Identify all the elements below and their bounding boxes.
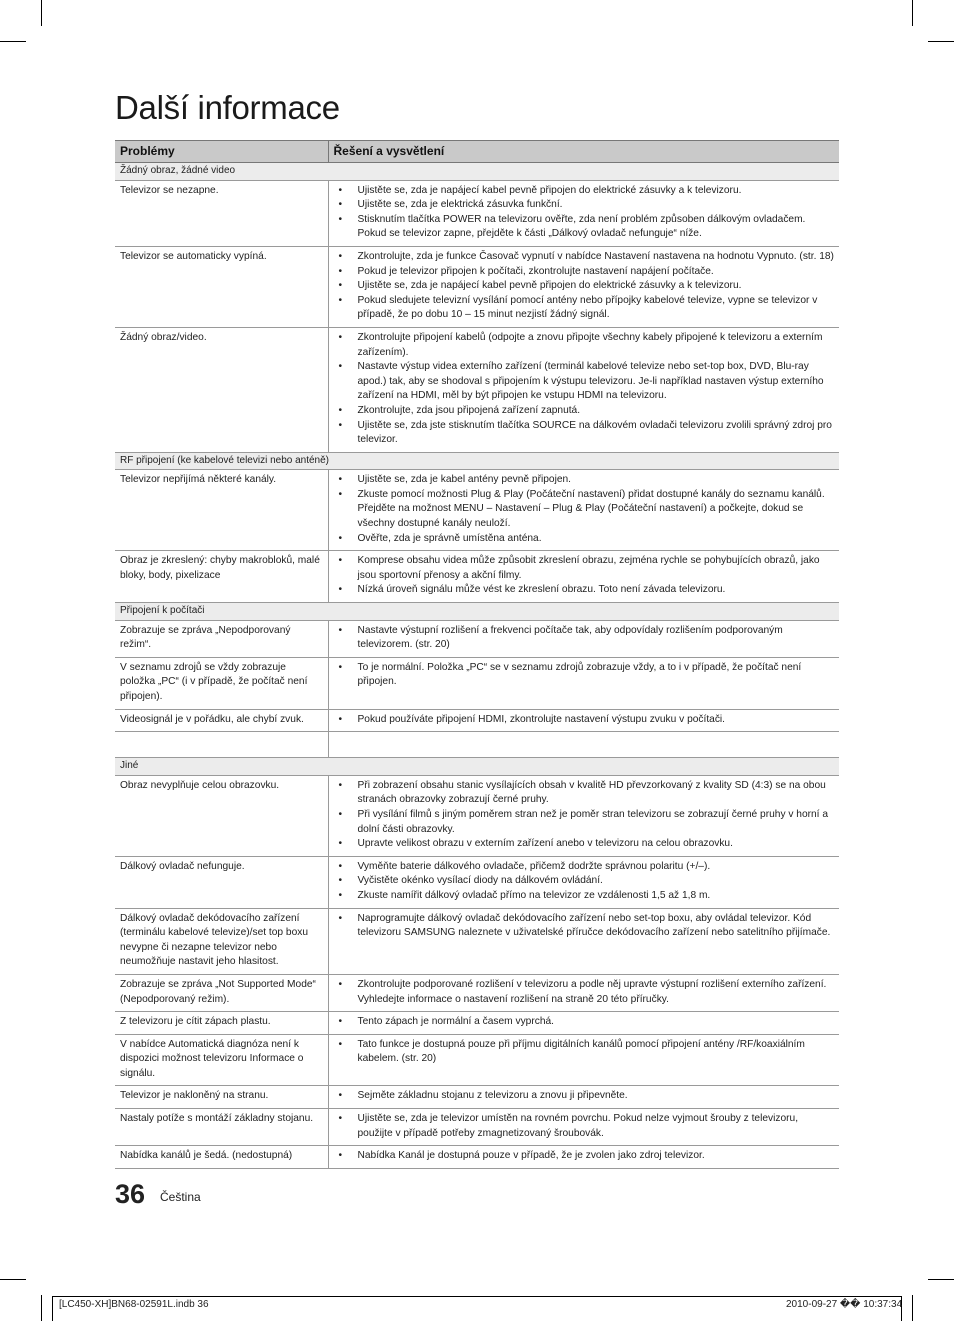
table-row xyxy=(115,974,839,1011)
solution-item: • Ujistěte se, zda jste stisknutím tlačítka SOURCE na dálkovém ovladači televizoru zvolili správný zdroj pro televizor. xyxy=(334,419,835,448)
solution-item: • Zkuste namířit dálkový ovladač přímo na televizor ze vzdálenosti 1,5 až 1,8 m. xyxy=(334,889,835,904)
problem-cell: Z televizoru je cítit zápach plastu. xyxy=(115,1012,328,1035)
solution-item: • Sejměte základnu stojanu z televizoru a znovu ji připevněte. xyxy=(334,1089,835,1104)
table-row xyxy=(115,775,839,856)
solution-item: • Ujistěte se, zda je napájecí kabel pevně připojen do elektrické zásuvky a k televizoru. xyxy=(334,279,835,294)
problem-cell: Dálkový ovladač dekódovacího zařízení (terminálu kabelové televize)/set top boxu nevypne či nezapne televizor nebo neumožňuje nastavit jeho hlasitost. xyxy=(115,908,328,974)
solution-cell xyxy=(328,1146,839,1169)
solution-item: • Nastavte výstup videa externího zařízení (terminál kabelové televize nebo set-top box, DVD, Blu-ray apod.) tak, aby se shodoval s připojením k výstupu televizoru. Je-li například nastaven výstup externího zařízení na HDMI, měl by být připojen ke vstupu HDMI na televizoru. xyxy=(334,360,835,404)
solution-list xyxy=(334,661,835,690)
solution-list xyxy=(334,978,835,1007)
solution-list xyxy=(334,1038,835,1067)
solution-item: • Zkontrolujte, zda jsou připojená zařízení zapnutá. xyxy=(334,404,835,419)
table-row xyxy=(115,470,839,551)
crop-mark xyxy=(0,41,26,42)
crop-mark xyxy=(928,41,954,42)
problem-cell: Nastaly potíže s montáží základny stojanu. xyxy=(115,1109,328,1146)
problem-cell: Dálkový ovladač nefunguje. xyxy=(115,856,328,908)
crop-mark xyxy=(928,1279,954,1280)
table-row xyxy=(115,908,839,974)
table-row xyxy=(115,856,839,908)
solution-cell xyxy=(328,908,839,974)
table-row xyxy=(115,1086,839,1109)
solution-cell xyxy=(328,620,839,657)
problem-cell: Zobrazuje se zpráva „Nepodporovaný režim“. xyxy=(115,620,328,657)
solution-list xyxy=(334,713,835,728)
problem-cell: Obraz nevyplňuje celou obrazovku. xyxy=(115,775,328,856)
problem-cell: Videosignál je v pořádku, ale chybí zvuk. xyxy=(115,709,328,732)
solution-list xyxy=(334,184,835,242)
problem-cell: Žádný obraz/video. xyxy=(115,327,328,452)
solution-item: • Komprese obsahu videa může způsobit zkreslení obrazu, zejména rychle se pohybujících obrazů, jako jsou sportovní přenosy a akční filmy. xyxy=(334,554,835,583)
solution-list xyxy=(334,250,835,323)
solution-item: • To je normální. Položka „PC“ se v seznamu zdrojů zobrazuje vždy, a to i v případě, že počítač není připojen. xyxy=(334,661,835,690)
solution-cell xyxy=(328,974,839,1011)
table-row xyxy=(115,1146,839,1169)
table-body xyxy=(115,163,839,1169)
solution-item: • Upravte velikost obrazu v externím zařízení anebo v televizoru na celou obrazovku. xyxy=(334,837,835,852)
solution-item: • Tento zápach je normální a časem vyprchá. xyxy=(334,1015,835,1030)
section-title: Připojení k počítači xyxy=(115,603,839,621)
spacer-cell xyxy=(115,732,328,758)
solution-list xyxy=(334,624,835,653)
solution-cell xyxy=(328,775,839,856)
problem-cell: Nabídka kanálů je šedá. (nedostupná) xyxy=(115,1146,328,1169)
solution-item: • Zkontrolujte připojení kabelů (odpojte a znovu připojte všechny kabely připojené k televizoru a externím zařízením). xyxy=(334,331,835,360)
problem-cell: Televizor je nakloněný na stranu. xyxy=(115,1086,328,1109)
solution-item: • Stisknutím tlačítka POWER na televizoru ověřte, zda není problém způsoben dálkovým ovladačem. Pokud se televizor zapne, přejděte k části „Dálkový ovladač nefunguje“ níže. xyxy=(334,213,835,242)
solution-list xyxy=(334,1149,835,1164)
solution-list xyxy=(334,860,835,904)
solution-list xyxy=(334,1015,835,1030)
solution-list xyxy=(334,331,835,448)
table-row xyxy=(115,1034,839,1086)
page-language: Čeština xyxy=(160,1190,201,1204)
table-section-row xyxy=(115,452,839,470)
solution-cell xyxy=(328,1086,839,1109)
solution-item: • Pokud je televizor připojen k počítači, zkontrolujte nastavení napájení počítače. xyxy=(334,265,835,280)
solution-item: • Ověřte, zda je správně umístěna anténa. xyxy=(334,532,835,547)
table-row xyxy=(115,327,839,452)
page-number: 36 xyxy=(115,1179,146,1209)
crop-mark xyxy=(41,0,42,26)
solution-item: • Vyčistěte okénko vysílací diody na dálkovém ovládání. xyxy=(334,874,835,889)
table-row xyxy=(115,657,839,709)
solution-item: • Při vysílání filmů s jiným poměrem stran než je poměr stran televizoru se zobrazují černé pruhy v horní a dolní části obrazovky. xyxy=(334,808,835,837)
solution-list xyxy=(334,779,835,852)
table-row xyxy=(115,1109,839,1146)
solution-item: • Pokud sledujete televizní vysílání pomocí antény nebo přípojky kabelové televize, vypne se televizor v případě, že po dobu 10 – 15 minut nezjistí žádný signál. xyxy=(334,294,835,323)
solution-list xyxy=(334,912,835,941)
table-section-row xyxy=(115,603,839,621)
table-section-row xyxy=(115,758,839,776)
solution-cell xyxy=(328,246,839,327)
table-row xyxy=(115,620,839,657)
spacer-cell xyxy=(328,732,839,758)
table-spacer-row xyxy=(115,732,839,758)
column-header-solutions: Řešení a vysvětlení xyxy=(328,141,839,163)
table-row xyxy=(115,1012,839,1035)
solution-item: • Nastavte výstupní rozlišení a frekvenci počítače tak, aby odpovídaly rozlišením podporovaným televizorem. (str. 20) xyxy=(334,624,835,653)
solution-cell xyxy=(328,1109,839,1146)
problem-cell: Obraz je zkreslený: chyby makrobloků, malé bloky, body, pixelizace xyxy=(115,551,328,603)
solution-item: • Ujistěte se, zda je kabel antény pevně připojen. xyxy=(334,473,835,488)
solution-item: • Nízká úroveň signálu může vést ke zkreslení obrazu. Toto není závada televizoru. xyxy=(334,583,835,598)
solution-item: • Tato funkce je dostupná pouze při příjmu digitálních kanálů pomocí připojení antény /RF/koaxiálním kabelem. (str. 20) xyxy=(334,1038,835,1067)
solution-cell xyxy=(328,180,839,246)
print-slug-timestamp: 2010-09-27 �� 10:37:34 xyxy=(786,1299,903,1310)
solution-cell xyxy=(328,470,839,551)
solution-cell xyxy=(328,1034,839,1086)
crop-mark xyxy=(41,1295,42,1321)
problem-cell: V nabídce Automatická diagnóza není k dispozici možnost televizoru Informace o signálu. xyxy=(115,1034,328,1086)
solution-list xyxy=(334,1112,835,1141)
problem-cell: Televizor nepřijímá některé kanály. xyxy=(115,470,328,551)
solution-item: • Zkuste pomocí možnosti Plug & Play (Počáteční nastavení) přidat dostupné kanály do seznamu kanálů. Přejděte na možnost MENU – Nastavení – Plug & Play (Počáteční nastavení) a počkejte, dokud se všechny dostupné kanály neuloží. xyxy=(334,488,835,532)
crop-mark xyxy=(912,0,913,26)
solution-list xyxy=(334,554,835,598)
section-title: Žádný obraz, žádné video xyxy=(115,163,839,181)
solution-item: • Ujistěte se, zda je televizor umístěn na rovném povrchu. Pokud nelze vyjmout šrouby z televizoru, použijte v případě potřeby zmagnetizovaný šroubovák. xyxy=(334,1112,835,1141)
solution-cell xyxy=(328,327,839,452)
solution-item: • Ujistěte se, zda je napájecí kabel pevně připojen do elektrické zásuvky a k televizoru. xyxy=(334,184,835,199)
solution-item: • Při zobrazení obsahu stanic vysílajících obsah v kvalitě HD převzorkovaný z kvality SD (4:3) se na obou stranách obrazovky zobrazují černé pruhy. xyxy=(334,779,835,808)
slug-rule xyxy=(52,1296,902,1297)
solution-cell xyxy=(328,856,839,908)
table-section-row xyxy=(115,163,839,181)
slug-rule xyxy=(52,1296,53,1321)
section-title: Jiné xyxy=(115,758,839,776)
troubleshooting-table xyxy=(115,140,839,1169)
solution-item: • Zkontrolujte, zda je funkce Časovač vypnutí v nabídce Nastavení nastavena na hodnotu Vypnuto. (str. 18) xyxy=(334,250,835,265)
solution-item: • Zkontrolujte podporované rozlišení v televizoru a podle něj upravte výstupní rozlišení externího zařízení. Vyhledejte informace o nastavení rozlišení na straně 20 této příručky. xyxy=(334,978,835,1007)
solution-item: • Naprogramujte dálkový ovladač dekódovacího zařízení nebo set-top boxu, aby ovládal televizor. Kód televizoru SAMSUNG naleznete v uživatelské příručce dekódovacího zařízení nebo satelitního přijímače. xyxy=(334,912,835,941)
print-slug-file: [LC450-XH]BN68-02591L.indb 36 xyxy=(59,1299,209,1310)
section-title: RF připojení (ke kabelové televizi nebo anténě) xyxy=(115,452,839,470)
problem-cell: Televizor se nezapne. xyxy=(115,180,328,246)
table-row xyxy=(115,709,839,732)
solution-cell xyxy=(328,551,839,603)
solution-cell xyxy=(328,657,839,709)
crop-mark xyxy=(912,1295,913,1321)
solution-item: • Pokud používáte připojení HDMI, zkontrolujte nastavení výstupu zvuku v počítači. xyxy=(334,713,835,728)
solution-list xyxy=(334,473,835,546)
solution-item: • Vyměňte baterie dálkového ovladače, přičemž dodržte správnou polaritu (+/–). xyxy=(334,860,835,875)
table-header-row xyxy=(115,141,839,163)
table-row xyxy=(115,180,839,246)
table-row xyxy=(115,551,839,603)
solution-cell xyxy=(328,1012,839,1035)
problem-cell: Televizor se automaticky vypíná. xyxy=(115,246,328,327)
solution-item: • Nabídka Kanál je dostupná pouze v případě, že je zvolen jako zdroj televizor. xyxy=(334,1149,835,1164)
page-title: Další informace xyxy=(115,89,340,126)
solution-list xyxy=(334,1089,835,1104)
problem-cell: Zobrazuje se zpráva „Not Supported Mode“ (Nepodporovaný režim). xyxy=(115,974,328,1011)
solution-cell xyxy=(328,709,839,732)
table-row xyxy=(115,246,839,327)
solution-item: • Ujistěte se, zda je elektrická zásuvka funkční. xyxy=(334,198,835,213)
crop-mark xyxy=(0,1279,26,1280)
problem-cell: V seznamu zdrojů se vždy zobrazuje položka „PC“ (i v případě, že počítač není připojen). xyxy=(115,657,328,709)
column-header-problems: Problémy xyxy=(115,141,328,163)
